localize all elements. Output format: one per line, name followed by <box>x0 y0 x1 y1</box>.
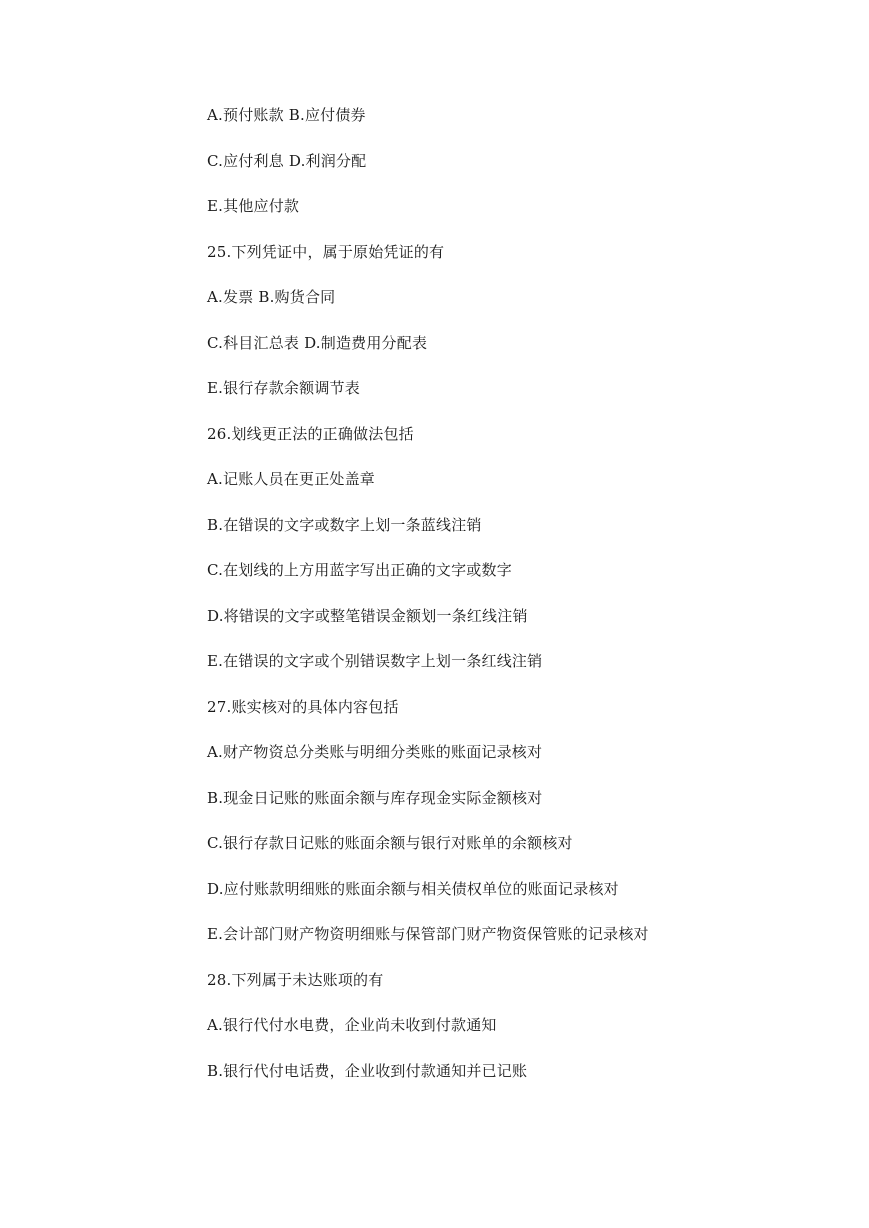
option-line: D.应付账款明细账的账面余额与相关债权单位的账面记录核对 <box>207 879 619 898</box>
question-line: 27.账实核对的具体内容包括 <box>207 697 399 716</box>
option-line: C.银行存款日记账的账面余额与银行对账单的余额核对 <box>207 834 573 852</box>
question-text-block <box>207 104 807 1105</box>
option-line: B.在错误的文字或数字上划一条蓝线注销 <box>207 515 482 534</box>
option-line: A.财产物资总分类账与明细分类账的账面记录核对 <box>207 743 543 761</box>
option-line: E.银行存款余额调节表 <box>207 379 360 397</box>
option-line: A.记账人员在更正处盖章 <box>207 470 376 488</box>
option-line: A.银行代付水电费，企业尚未收到付款通知 <box>207 1016 497 1034</box>
option-line: A.发票 B.购货合同 <box>207 288 336 306</box>
option-line: C.应付利息 D.利润分配 <box>207 151 367 170</box>
question-line: 28.下列属于未达账项的有 <box>207 970 384 989</box>
question-line: 26.划线更正法的正确做法包括 <box>207 424 414 443</box>
option-line: A.预付账款 B.应付债券 <box>207 106 366 124</box>
option-line: E.会计部门财产物资明细账与保管部门财产物资保管账的记录核对 <box>207 925 649 943</box>
option-line: B.现金日记账的账面余额与库存现金实际金额核对 <box>207 788 543 807</box>
option-line: E.其他应付款 <box>207 197 300 215</box>
option-line: C.在划线的上方用蓝字写出正确的文字或数字 <box>207 561 512 579</box>
option-line: B.银行代付电话费，企业收到付款通知并已记账 <box>207 1061 528 1080</box>
question-line: 25.下列凭证中，属于原始凭证的有 <box>207 242 445 261</box>
option-line: E.在错误的文字或个别错误数字上划一条红线注销 <box>207 652 543 670</box>
option-line: D.将错误的文字或整笔错误金额划一条红线注销 <box>207 606 528 625</box>
option-line: C.科目汇总表 D.制造费用分配表 <box>207 333 428 352</box>
